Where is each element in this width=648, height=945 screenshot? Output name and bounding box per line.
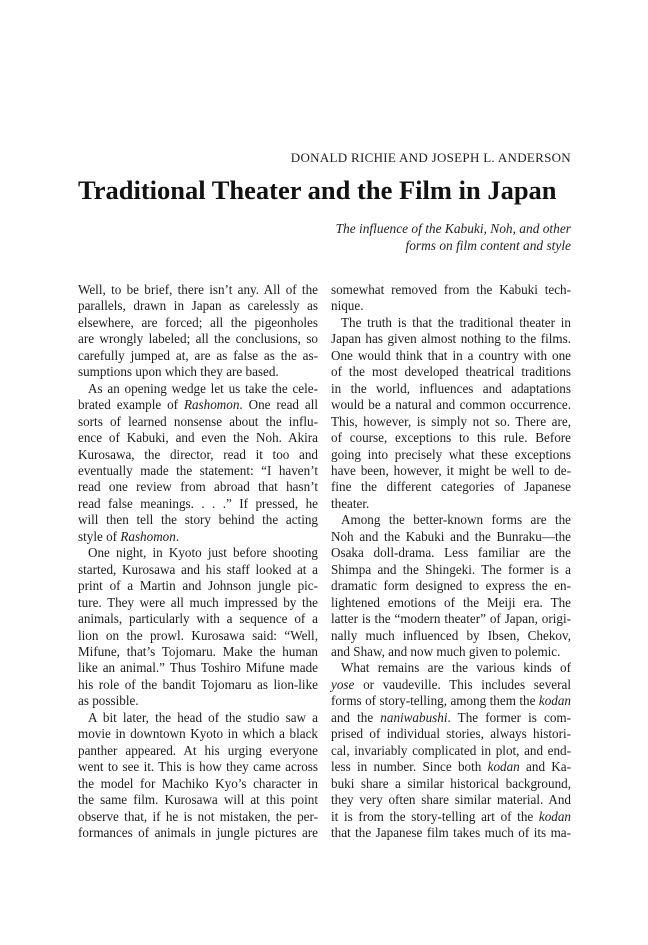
body-text-line: went to see it. This is how they came across: [78, 759, 318, 775]
body-text-line: it is from the story-telling art of the kodan: [331, 808, 571, 824]
body-text-line: sorts of learned nonsense about the influ-: [78, 413, 318, 429]
body-text-line: animals, particularly with a sequence of a: [78, 611, 318, 627]
body-text-line: style of Rashomon.: [78, 528, 180, 544]
body-text-line: that the Japanese film takes much of its ma-: [331, 824, 571, 840]
body-text-line: and Shaw, and now much given to polemic.: [331, 643, 561, 659]
body-text-line: cal, invariably complicated in plot, and end-: [331, 742, 571, 758]
body-text-line: lightened emotions of the Meiji era. The: [331, 594, 571, 610]
body-text-line: lion on the prowl. Kurosawa said: “Well,: [78, 627, 318, 643]
body-text-line: sumptions upon which they are based.: [78, 364, 279, 380]
body-text-line: started, Kurosawa and his staff looked at a: [78, 561, 318, 577]
article-subtitle: [290, 220, 571, 254]
text-column-left: [78, 282, 318, 841]
body-text-line: and the naniwabushi. The former is com-: [331, 709, 571, 725]
article-title: Traditional Theater and the Film in Japan: [78, 175, 557, 205]
body-text-line: A bit later, the head of the studio saw a: [88, 709, 318, 725]
body-text-line: yose or vaudeville. This includes several: [331, 676, 571, 692]
body-text-line: One would think that in a country with one: [331, 347, 571, 363]
body-text-line: brated example of Rashomon. One read all: [78, 397, 318, 413]
body-text-line: going into precisely what these exceptions: [331, 446, 571, 462]
body-text-line: somewhat removed from the Kabuki tech-: [331, 282, 571, 297]
body-text-line: like an animal.” Thus Toshiro Mifune made: [78, 660, 318, 676]
body-text-line: movie in downtown Kyoto in which a black: [78, 726, 318, 742]
body-text-line: What remains are the various kinds of: [341, 660, 571, 676]
body-text-line: in the world, influences and adaptations: [331, 380, 571, 396]
body-text-line: Kurosawa, the director, read it too and: [78, 446, 318, 462]
subtitle-line: The influence of the Kabuki, Noh, and other: [335, 221, 571, 236]
body-text-line: Noh and the Kabuki and the Bunraku—the: [331, 528, 571, 544]
body-text-line: observe that, if he is not mistaken, the per-: [78, 808, 318, 824]
body-text-line: panther appeared. At his urging everyone: [78, 742, 318, 758]
body-text-line: elsewhere, are forced; all the pigeonholes: [78, 314, 318, 330]
body-text-line: One night, in Kyoto just before shooting: [88, 545, 318, 561]
body-text-line: read false meanings. . . .” If pressed, he: [78, 495, 318, 511]
body-text-line: read one review from abroad that hasn’t: [78, 479, 318, 495]
body-text-line: Well, to be brief, there isn’t any. All of the: [78, 282, 318, 297]
body-text-line: the model for Machiko Kyo’s character in: [78, 775, 318, 791]
body-text-line: they very often share similar material. And: [331, 792, 571, 808]
body-text-line: less in number. Since both kodan and Ka-: [331, 759, 571, 775]
body-text-line: latter is the “modern theater” of Japan, origi-: [331, 611, 571, 627]
text-column-right: [331, 282, 571, 841]
body-text-line: ence of Kabuki, and even the Noh. Akira: [78, 430, 318, 446]
body-text-line: fine the different categories of Japanese: [331, 479, 571, 495]
body-text-line: parallels, drawn in Japan as carelessly as: [78, 298, 318, 314]
body-text-line: nally much influenced by Ibsen, Chekov,: [331, 627, 571, 643]
body-text-line: This, however, is simply not so. There are,: [331, 413, 571, 429]
body-text-line: Japan has given almost nothing to the films.: [331, 331, 571, 347]
body-text-line: forms of story-telling, among them the kodan: [331, 693, 571, 709]
body-text-line: The truth is that the traditional theater in: [341, 314, 571, 330]
body-text-line: dramatic form designed to express the en-: [331, 578, 571, 594]
body-text-line: would be a natural and common occurrence.: [331, 397, 571, 413]
body-text-line: have been, however, it might be well to de-: [331, 462, 571, 478]
body-text-line: Mifune, that’s Tojomaru. Make the human: [78, 643, 318, 659]
body-text-line: Shimpa and the Shingeki. The former is a: [331, 561, 571, 577]
body-text-line: nique.: [331, 298, 364, 314]
body-text-line: his role of the bandit Tojomaru as lion-like: [78, 676, 318, 692]
body-text-line: carefully jumped at, are as false as the as-: [78, 347, 318, 363]
body-text-line: ture. They were all much impressed by the: [78, 594, 318, 610]
body-text-line: Osaka doll-drama. Less familiar are the: [331, 545, 571, 561]
body-text-line: theater.: [331, 495, 370, 511]
body-text-line: buki share a similar historical background,: [331, 775, 571, 791]
body-text-line: as possible.: [78, 693, 139, 709]
author-byline: DONALD RICHIE AND JOSEPH L. ANDERSON: [290, 150, 571, 165]
body-text-line: will then tell the story behind the acting: [78, 512, 318, 528]
body-text-line: of the most developed theatrical traditions: [331, 364, 571, 380]
body-text-line: As an opening wedge let us take the cele-: [88, 380, 318, 396]
body-text-line: are wrongly labeled; all the conclusions, so: [78, 331, 318, 347]
body-text-line: the same film. Kurosawa will at this point: [78, 792, 318, 808]
body-text-line: eventually made the statement: “I haven’t: [78, 462, 318, 478]
body-text-line: print of a Martin and Johnson jungle pic-: [78, 578, 318, 594]
body-text-line: prised of individual stories, always histori-: [331, 726, 571, 742]
body-text-line: of course, exceptions to this rule. Before: [331, 430, 571, 446]
body-text-line: Among the better-known forms are the: [341, 512, 571, 528]
subtitle-line: forms on film content and style: [405, 238, 571, 253]
body-text-line: formances of animals in jungle pictures are: [78, 824, 318, 840]
